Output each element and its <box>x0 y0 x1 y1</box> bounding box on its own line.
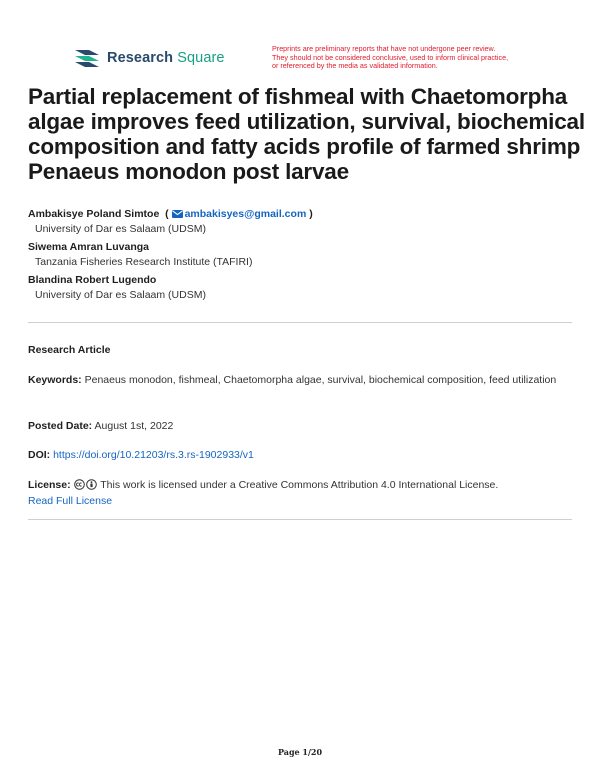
posted-date <box>28 418 572 434</box>
license-text: This work is licensed under a Creative Commons Attribution 4.0 International License. <box>100 479 499 491</box>
divider <box>28 519 572 520</box>
disclaimer-line: or referenced by the media as validated information. <box>272 61 438 71</box>
author-affiliation: University of Dar es Salaam (UDSM) <box>35 289 206 301</box>
posted-date-value: August 1st, 2022 <box>94 420 174 432</box>
page-number: Page 1/20 <box>277 747 323 757</box>
author-affiliation: Tanzania Fisheries Research Institute (TAFIRI) <box>35 256 253 268</box>
author-name: Siwema Amran Luvanga <box>28 241 149 253</box>
keywords-label: Keywords: <box>28 374 82 386</box>
doi-label: DOI: <box>28 449 51 461</box>
divider <box>28 322 572 323</box>
posted-date-label: Posted Date: <box>28 420 93 432</box>
preprint-disclaimer <box>272 45 542 71</box>
paper-title: Partial replacement of fishmeal with Chaetomorpha algae improves feed utilization, survival, biochemical composition and fatty acids profile of farmed shrimp Penaeus monodon post larvae <box>28 84 585 184</box>
cc-icon <box>74 479 85 490</box>
keywords <box>28 372 572 388</box>
author-name: Ambakisye Poland Simtoe <box>28 208 160 220</box>
license-label: License: <box>28 479 71 491</box>
author-entry <box>28 273 568 302</box>
read-full-license-link[interactable]: Read Full License <box>28 495 113 507</box>
envelope-icon <box>172 210 183 218</box>
author-entry <box>28 207 568 236</box>
doi-link[interactable]: https://doi.org/10.21203/rs.3.rs-1902933/v1 <box>53 449 254 461</box>
author-email-link[interactable]: ambakisyes@gmail.com <box>184 208 307 220</box>
doi <box>28 447 572 463</box>
research-square-logo[interactable] <box>73 47 225 69</box>
email-group: ( ambakisyes@gmail.com ) <box>162 208 313 220</box>
disclaimer-line: Preprints are preliminary reports that have not undergone peer review. <box>272 44 496 53</box>
logo-wordmark: Research Square <box>107 50 225 66</box>
author-affiliation: University of Dar es Salaam (UDSM) <box>35 223 206 235</box>
author-entry <box>28 240 568 269</box>
disclaimer-line: They should not be considered conclusive, used to inform clinical practice, <box>272 52 509 62</box>
author-name: Blandina Robert Lugendo <box>28 274 157 286</box>
research-square-logo-icon <box>73 47 101 69</box>
by-icon <box>86 479 97 490</box>
license <box>28 477 572 509</box>
article-type: Research Article <box>28 344 111 356</box>
keywords-value: Penaeus monodon, fishmeal, Chaetomorpha algae, survival, biochemical composition, feed utilization <box>84 374 557 386</box>
author-list <box>28 207 568 306</box>
